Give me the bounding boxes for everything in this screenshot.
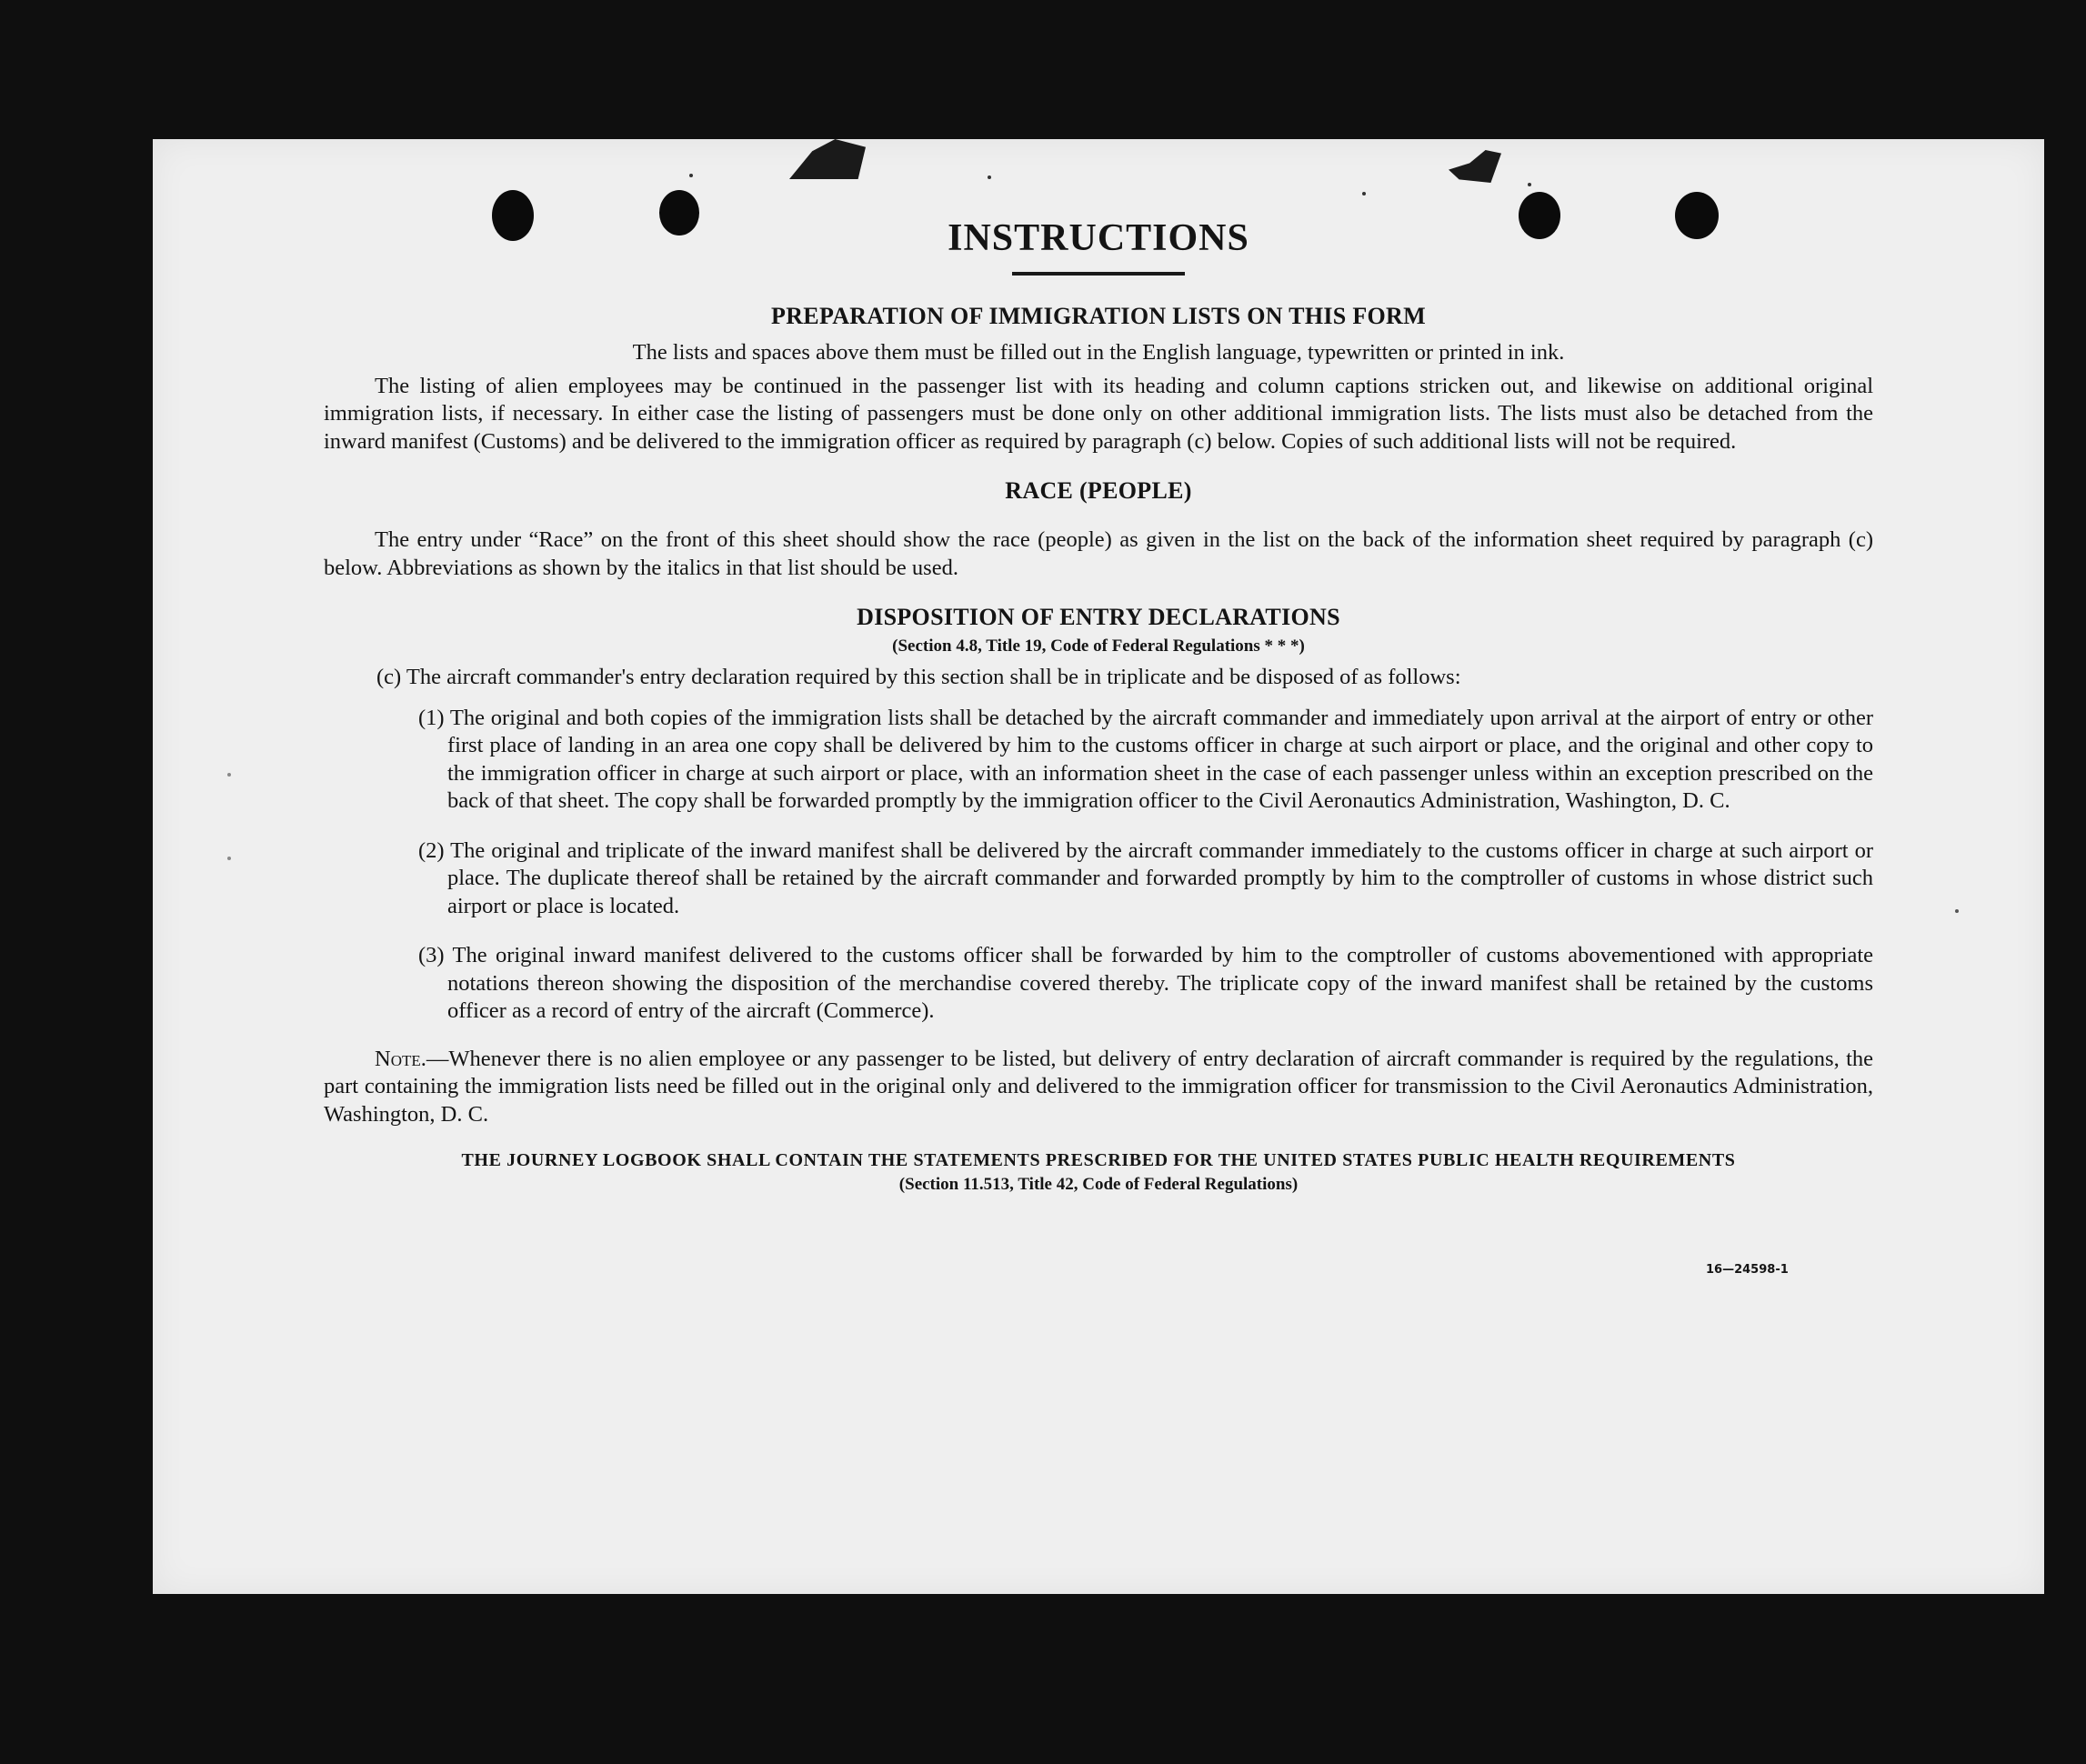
note-text: —Whenever there is no alien employee or any passenger to be listed, but delivery of entry declaration of aircraft commander is required by the regulations, the part containing the immigration lists need be filled out in the original only and delivered to the immigration officer for transmission to the Civil Aeronautics Administration, Washington, D. C. bbox=[324, 1046, 1873, 1127]
race-heading: RACE (PEOPLE) bbox=[1005, 477, 1192, 504]
preparation-paragraph-1: The lists and spaces above them must be filled out in the English language, typewritten or printed in ink. bbox=[632, 340, 1565, 365]
disposition-item-3: (3) The original inward manifest delivered to the customs officer shall be forwarded by him to the comptroller of customs abovementioned with appropriate notations thereon showing the disposition of the merchandise covered thereby. The triplicate copy of the inward manifest shall be retained by the customs officer as a record of entry of the aircraft (Commerce). bbox=[418, 943, 1873, 1023]
note-paragraph bbox=[324, 1046, 1873, 1129]
speck bbox=[1528, 183, 1531, 186]
disposition-intro: (c) The aircraft commander's entry declaration required by this section shall be in triplicate and be disposed of as follows: bbox=[376, 665, 1461, 689]
disposition-item-1: (1) The original and both copies of the immigration lists shall be detached by the aircraft commander and immediately upon arrival at the airport of entry or other first place of landing in an area one copy shall be delivered by him to the customs officer in charge at such airport or place, and the original and other copy to the immigration officer in charge at such airport or place, with an information sheet in the case of each passenger unless within an exception prescribed on the back of that sheet. The copy shall be forwarded promptly by the immigration officer to the Civil Aeronautics Administration, Washington, D. C. bbox=[418, 705, 1873, 813]
title-divider bbox=[1012, 272, 1185, 276]
tear-mark-1 bbox=[789, 139, 866, 179]
disposition-heading: DISPOSITION OF ENTRY DECLARATIONS bbox=[857, 604, 1340, 630]
page-title: INSTRUCTIONS bbox=[948, 217, 1249, 259]
disposition-item-2: (2) The original and triplicate of the inward manifest shall be delivered by the aircraft commander immediately to the customs officer in charge at such airport or place. The duplicate thereof shall be retained by the aircraft commander and forwarded promptly by him to the comptroller of customs in whose district such airport or place is located. bbox=[418, 837, 1873, 918]
form-number: 16—24598-1 bbox=[1706, 1263, 1789, 1277]
preparation-paragraph-2: The listing of alien employees may be continued in the passenger list with its heading and column captions stricken out, and likewise on additional original immigration lists, if necessary. In either case the listing of passengers must be done only on other additional immigration lists. The lists must also be detached from the inward manifest (Customs) and be delivered to the immigration officer as required by paragraph (c) below. Copies of such additional lists will not be required. bbox=[324, 373, 1873, 454]
race-paragraph: The entry under “Race” on the front of this sheet should show the race (people) as given in the list on the back of the information sheet required by paragraph (c) below. Abbreviations as shown by the italics in that list should be used. bbox=[324, 527, 1873, 580]
note-label: Note. bbox=[375, 1046, 426, 1071]
health-subheading: (Section 11.513, Title 42, Code of Federal Regulations) bbox=[898, 1175, 1299, 1194]
tear-mark-2 bbox=[1449, 150, 1501, 183]
health-heading: THE JOURNEY LOGBOOK SHALL CONTAIN THE STATEMENTS PRESCRIBED FOR THE UNITED STATES PUBLIC HEALTH REQUIREMENTS bbox=[461, 1150, 1736, 1170]
document-sheet bbox=[153, 139, 2044, 1594]
speck bbox=[988, 175, 991, 179]
speck bbox=[689, 174, 693, 177]
disposition-subheading: (Section 4.8, Title 19, Code of Federal Regulations * * *) bbox=[892, 636, 1305, 656]
preparation-heading: PREPARATION OF IMMIGRATION LISTS ON THIS FORM bbox=[771, 303, 1426, 329]
speck bbox=[227, 773, 231, 777]
speck bbox=[227, 857, 231, 860]
document-body bbox=[324, 214, 1873, 1277]
speck bbox=[1955, 909, 1959, 913]
speck bbox=[1362, 192, 1366, 195]
